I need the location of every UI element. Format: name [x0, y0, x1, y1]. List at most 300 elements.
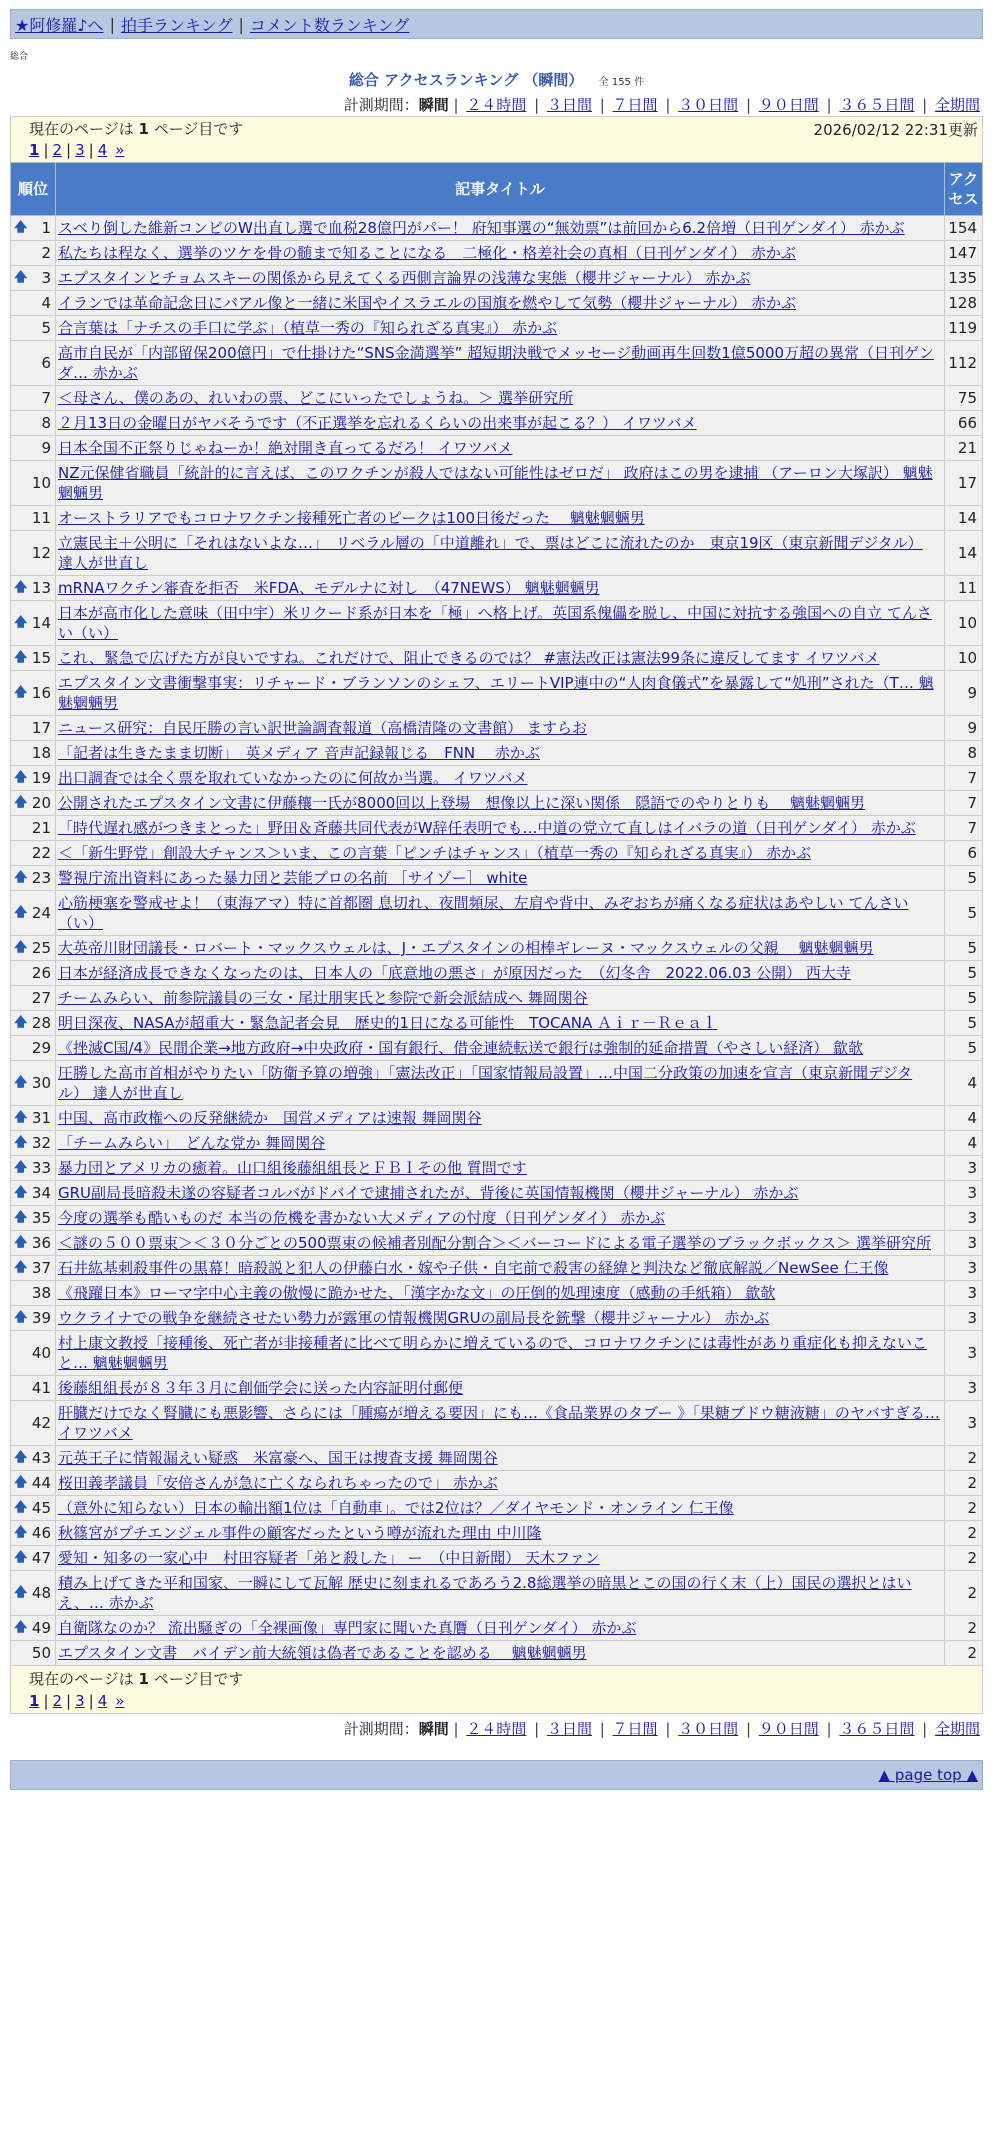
title-cell [56, 1231, 945, 1256]
article-link[interactable]: 立憲民主＋公明に「それはないよな…」 リベラル層の「中道離れ」で、票はどこに流れたのか 東京19区（東京新聞デジタル） 達人が世直し [58, 534, 923, 572]
page-separator: | [88, 141, 94, 159]
article-link[interactable]: スベり倒した維新コンピのW出直し選で血税28億円がパー！ 府知事選の“無効票”は前回から6.2倍増（日刊ゲンダイ） 赤かぶ [58, 219, 905, 237]
access-count: 2 [945, 1571, 983, 1616]
period-link[interactable]: 全期間 [934, 96, 980, 114]
rank-cell [11, 601, 56, 646]
article-link[interactable]: 愛知・知多の一家心中 村田容疑者「弟と殺した」 ー （中日新聞） 天木ファン [58, 1549, 600, 1567]
rank-cell [11, 766, 56, 791]
next-page-link[interactable]: » [115, 141, 125, 159]
period-link[interactable]: ２４時間 [466, 96, 527, 114]
title-cell [56, 1376, 945, 1401]
article-link[interactable]: 桜田義孝議員「安倍さんが急に亡くなられちゃったので」 赤かぶ [58, 1474, 498, 1492]
title-cell [56, 841, 945, 866]
rank-number: 18 [31, 744, 51, 762]
rank-cell [11, 241, 56, 266]
table-row [11, 986, 983, 1011]
rank-number: 44 [31, 1474, 51, 1492]
period-link[interactable]: ３０日間 [678, 96, 739, 114]
rank-cell [11, 506, 56, 531]
rank-cell [11, 646, 56, 671]
article-link[interactable]: 「チームみらい」 どんな党か 舞岡関谷 [58, 1134, 326, 1152]
up-arrow-icon: 🡅 [14, 220, 28, 235]
period-link[interactable]: 全期間 [934, 1720, 980, 1738]
title-cell [56, 341, 945, 386]
access-count: 5 [945, 961, 983, 986]
access-count: 9 [945, 716, 983, 741]
period-separator: | [821, 96, 837, 114]
rank-cell [11, 436, 56, 461]
article-link[interactable]: ニュース研究：自民圧勝の言い訳世論調査報道（高橋清隆の文書館） ますらお [58, 719, 588, 737]
title-cell [56, 1571, 945, 1616]
footer-bar [10, 1760, 983, 1790]
up-arrow-icon: 🡅 [14, 580, 28, 595]
table-row [11, 1446, 983, 1471]
access-count: 3 [945, 1376, 983, 1401]
access-count: 14 [945, 531, 983, 576]
article-link[interactable]: 積み上げてきた平和国家、一瞬にして瓦解 歴史に刻まれるであろう2.8総選挙の暗黒とこの国の行く末（上）国民の選択とはいえ、… 赤かぶ [58, 1574, 912, 1612]
table-row [11, 1281, 983, 1306]
up-arrow-icon: 🡅 [14, 1185, 28, 1200]
article-link[interactable]: 秋篠宮がプチエンジェル事件の顧客だったという噂が流れた理由 中川隆 [58, 1524, 542, 1542]
table-row [11, 411, 983, 436]
rank-cell [11, 961, 56, 986]
table-row [11, 216, 983, 241]
title-cell [56, 741, 945, 766]
title-cell [56, 1036, 945, 1061]
table-row [11, 601, 983, 646]
page-link[interactable]: 2 [52, 1692, 63, 1710]
page-link[interactable]: 2 [52, 141, 63, 159]
rank-number: 31 [31, 1109, 51, 1127]
rank-cell [11, 291, 56, 316]
period-link[interactable]: ７日間 [612, 1720, 658, 1738]
rank-number: 13 [31, 579, 51, 597]
rank-cell [11, 1011, 56, 1036]
table-row [11, 341, 983, 386]
access-count: 9 [945, 671, 983, 716]
article-link[interactable]: 肝臓だけでなく腎臓にも悪影響、さらには「腫瘍が増える要因」にも…《食品業界のタブー 》「果糖ブドウ糖液糖」のヤバすぎる… イワツバメ [58, 1404, 940, 1442]
rank-number: 34 [31, 1184, 51, 1202]
table-row [11, 1231, 983, 1256]
article-link[interactable]: ウクライナでの戦争を継続させたい勢力が露軍の情報機関GRUの副局長を銃撃（櫻井ジャーナル） 赤かぶ [58, 1309, 770, 1327]
access-count: 5 [945, 891, 983, 936]
rank-number: 4 [41, 294, 51, 312]
rank-number: 1 [41, 219, 51, 237]
article-link[interactable]: 明日深夜、NASAが超重大・緊急記者会見 歴史的1日になる可能性 TOCANA Ａｉｒ－Ｒｅａｌ [58, 1014, 718, 1032]
article-link[interactable]: エプスタイン文書衝撃事実：リチャード・ブランソンのシェフ、エリートVIP連中の“人肉食儀式”を暴露して“処刑”された（T… 魑魅魍魎男 [58, 674, 934, 712]
updated-timestamp: 2026/02/12 22:31更新 [813, 121, 978, 139]
article-link[interactable]: イランでは革命記念日にバアル像と一緒に米国やイスラエルの国旗を燃やして気勢（櫻井ジャーナル） 赤かぶ [58, 294, 796, 312]
up-arrow-icon: 🡅 [14, 1585, 28, 1600]
access-count: 11 [945, 576, 983, 601]
rank-cell [11, 891, 56, 936]
rank-cell [11, 741, 56, 766]
rank-cell [11, 1036, 56, 1061]
rank-number: 30 [31, 1074, 51, 1092]
ranking-title-text: 総合 アクセスランキング （瞬間） [348, 71, 584, 89]
title-cell [56, 1496, 945, 1521]
table-row [11, 1131, 983, 1156]
period-separator: | [529, 96, 544, 114]
period-link[interactable]: ９０日間 [758, 96, 819, 114]
ranking-title [10, 69, 983, 90]
period-link[interactable]: ７日間 [612, 96, 658, 114]
up-arrow-icon: 🡅 [14, 685, 28, 700]
article-link[interactable]: GRU副局長暗殺未遂の容疑者コルバがドバイで逮捕されたが、背後に英国情報機関（櫻井ジャーナル） 赤かぶ [58, 1184, 799, 1202]
rank-cell [11, 386, 56, 411]
article-link[interactable]: 「時代遅れ感がつきまとった」野田＆斉藤共同代表がW辞任表明でも…中道の党立て直しはイバラの道（日刊ゲンダイ） 赤かぶ [58, 819, 916, 837]
access-count: 147 [945, 241, 983, 266]
page-links [29, 1690, 974, 1712]
article-link[interactable]: 私たちは程なく、選挙のツケを骨の髄まで知ることになる 二極化・格差社会の真相（日刊ゲンダイ） 赤かぶ [58, 244, 796, 262]
rank-cell [11, 461, 56, 506]
current-page-text: ページ目です [153, 120, 244, 138]
rank-number: 14 [31, 614, 51, 632]
up-arrow-icon: 🡅 [14, 1110, 28, 1125]
period-separator: | [529, 1720, 544, 1738]
title-cell [56, 1281, 945, 1306]
table-row [11, 866, 983, 891]
rank-cell [11, 1546, 56, 1571]
rank-cell [11, 816, 56, 841]
article-link[interactable]: 日本が高市化した意味（田中宇）米リクード系が日本を「極」へ格上げ。英国系傀儡を脱し、中国に対抗する強国への自立 てんさい（い） [58, 604, 932, 642]
access-count: 3 [945, 1181, 983, 1206]
rank-number: 33 [31, 1159, 51, 1177]
title-cell [56, 1331, 945, 1376]
rank-number: 8 [41, 414, 51, 432]
article-link[interactable]: 日本全国不正祭りじゃねーか！絶対開き直ってるだろ！ イワツバメ [58, 439, 513, 457]
table-row [11, 1011, 983, 1036]
period-selector [10, 94, 983, 116]
article-link[interactable]: エプスタイン文書 バイデン前大統領は偽者であることを認める 魑魅魍魎男 [58, 1644, 587, 1662]
title-cell [56, 891, 945, 936]
table-row [11, 766, 983, 791]
title-cell [56, 936, 945, 961]
rank-cell [11, 1616, 56, 1641]
period-selector-bottom [10, 1718, 983, 1740]
period-link[interactable]: ９０日間 [758, 1720, 819, 1738]
table-row [11, 1036, 983, 1061]
rank-cell [11, 266, 56, 291]
access-count: 75 [945, 386, 983, 411]
page [10, 9, 983, 1790]
access-count: 21 [945, 436, 983, 461]
rank-number: 2 [41, 244, 51, 262]
article-link[interactable]: 今度の選挙も酷いものだ 本当の危機を書かない大メディアの忖度（日刊ゲンダイ） 赤かぶ [58, 1209, 666, 1227]
table-row [11, 841, 983, 866]
period-separator: | [917, 96, 932, 114]
article-link[interactable]: 心筋梗塞を警戒せよ！（東海アマ）特に首都圏 息切れ、夜間頻尿、左肩や背中、みぞおちが痛くなる症状はあやしい てんさい（い） [58, 894, 909, 932]
rank-number: 35 [31, 1209, 51, 1227]
rank-cell [11, 1281, 56, 1306]
rank-number: 45 [31, 1499, 51, 1517]
article-link[interactable]: 大英帝川財団議長・ロバート・マックスウェルは、J・エプスタインの相棒ギレーヌ・マックスウェルの父親 魑魅魍魎男 [58, 939, 874, 957]
article-link[interactable]: 中国、高市政権への反発継続か 国営メディアは速報 舞岡関谷 [58, 1109, 482, 1127]
table-row [11, 531, 983, 576]
article-link[interactable]: エプスタインとチョムスキーの関係から見えてくる西側言論界の浅薄な実態（櫻井ジャーナル） 赤かぶ [58, 269, 751, 287]
access-count: 5 [945, 866, 983, 891]
period-separator: | [917, 1720, 932, 1738]
table-row [11, 646, 983, 671]
rank-number: 3 [41, 269, 51, 287]
article-link[interactable]: ＜「新生野党」創設大チャンス＞いま、この言葉「ピンチはチャンス」（植草一秀の『知られざる真実』） 赤かぶ [58, 844, 811, 862]
up-arrow-icon: 🡅 [14, 1135, 28, 1150]
table-row [11, 791, 983, 816]
title-cell [56, 1206, 945, 1231]
article-link[interactable]: 自衛隊なのか？ 流出騒ぎの「全裸画像」専門家に聞いた真贋（日刊ゲンダイ） 赤かぶ [58, 1619, 637, 1637]
rank-number: 50 [31, 1644, 51, 1662]
table-row [11, 241, 983, 266]
table-row [11, 1401, 983, 1446]
rank-cell [11, 1061, 56, 1106]
article-link[interactable]: 暴力団とアメリカの癒着。山口組後藤組組長とＦＢＩその他 質問です [58, 1159, 527, 1177]
table-row [11, 316, 983, 341]
access-count: 4 [945, 1106, 983, 1131]
rank-cell [11, 1571, 56, 1616]
rank-cell [11, 531, 56, 576]
access-count: 2 [945, 1496, 983, 1521]
period-separator: | [821, 1720, 837, 1738]
rank-cell [11, 936, 56, 961]
period-link[interactable]: ３０日間 [678, 1720, 739, 1738]
table-row [11, 1376, 983, 1401]
rank-cell [11, 216, 56, 241]
access-count: 154 [945, 216, 983, 241]
clap-ranking-link[interactable]: 拍手ランキング [120, 15, 233, 35]
access-count: 3 [945, 1331, 983, 1376]
rank-cell [11, 316, 56, 341]
article-link[interactable]: 「記者は生きたまま切断」 英メディア 音声記録報じる FNN 赤かぶ [58, 744, 540, 762]
period-separator: | [741, 96, 756, 114]
pager-bottom [10, 1666, 983, 1714]
up-arrow-icon: 🡅 [14, 1160, 28, 1175]
page-top-link[interactable]: ▲ page top ▲ [878, 1766, 978, 1784]
table-row [11, 506, 983, 531]
rank-number: 10 [31, 474, 51, 492]
title-cell [56, 411, 945, 436]
access-header: アクセス [945, 163, 983, 216]
access-count: 2 [945, 1471, 983, 1496]
up-arrow-icon: 🡅 [14, 1475, 28, 1490]
period-link[interactable]: ３日間 [546, 1720, 592, 1738]
rank-number: 47 [31, 1549, 51, 1567]
article-link[interactable]: 出口調査では全く票を取れていなかったのに何故か当選。 イワツバメ [58, 769, 528, 787]
page-link-current[interactable]: 1 [29, 141, 40, 159]
rank-number: 15 [31, 649, 51, 667]
access-count: 14 [945, 506, 983, 531]
rank-cell [11, 1106, 56, 1131]
article-link[interactable]: 圧勝した高市首相がやりたい「防衛予算の増強」「憲法改正」「国家情報局設置」…中国二分政策の加速を宣言（東京新聞デジタル） 達人が世直し [58, 1064, 913, 1102]
article-link[interactable]: 村上康文教授「接種後、死亡者が非接種者に比べて明らかに増えているので、コロナワクチンには毒性があり重症化も抑えないこと… 魑魅魍魎男 [58, 1334, 927, 1372]
article-link[interactable]: mRNAワクチン審査を拒否 米FDA、モデルナに対し （47NEWS） 魑魅魍魎男 [58, 579, 600, 597]
table-row [11, 436, 983, 461]
page-link[interactable]: 3 [75, 1692, 85, 1710]
up-arrow-icon: 🡅 [14, 1310, 28, 1325]
rank-cell [11, 1376, 56, 1401]
page-separator: | [88, 1692, 94, 1710]
access-count: 3 [945, 1156, 983, 1181]
period-separator: | [660, 1720, 676, 1738]
article-link[interactable]: 《挫滅C国/4》民間企業→地方政府→中央政府・国有銀行、借金連続転送で銀行は強制的延命措置（やさしい経済） 歙欹 [58, 1039, 863, 1057]
title-cell [56, 1546, 945, 1571]
article-link[interactable]: 後藤組組長が８３年３月に創価学会に送った内容証明付郵便 [58, 1379, 464, 1397]
top-nav-bar [10, 9, 983, 39]
article-link[interactable]: 日本が経済成長できなくなったのは、日本人の「底意地の悪さ」が原因だった （幻冬舎 2022.06.03 公開） 西大寺 [58, 964, 851, 982]
rank-number: 39 [31, 1309, 51, 1327]
table-row [11, 891, 983, 936]
rank-number: 29 [31, 1039, 51, 1057]
access-count: 3 [945, 1256, 983, 1281]
access-count: 3 [945, 1206, 983, 1231]
rank-cell [11, 866, 56, 891]
rank-cell [11, 791, 56, 816]
rank-cell [11, 576, 56, 601]
title-cell [56, 791, 945, 816]
title-cell [56, 1521, 945, 1546]
rank-number: 17 [31, 719, 51, 737]
period-separator: | [448, 1720, 464, 1738]
page-link[interactable]: 4 [97, 1692, 108, 1710]
access-count: 5 [945, 1011, 983, 1036]
access-count: 5 [945, 986, 983, 1011]
rank-cell [11, 411, 56, 436]
period-current: 瞬間 [418, 96, 449, 114]
rank-number: 36 [31, 1234, 51, 1252]
article-link[interactable]: NZ元保健省職員「統計的に言えば、このワクチンが殺人ではない可能性はゼロだ」 政府はこの男を逮捕 （アーロン大塚訳） 魑魅魍魎男 [58, 464, 933, 502]
article-link[interactable]: 警視庁流出資料にあった暴力団と芸能プロの名前 ［サイゾー］ white [58, 869, 528, 887]
access-count: 3 [945, 1281, 983, 1306]
up-arrow-icon: 🡅 [14, 870, 28, 885]
page-link-current[interactable]: 1 [29, 1692, 40, 1710]
title-cell [56, 716, 945, 741]
comment-ranking-link[interactable]: コメント数ランキング [249, 15, 410, 35]
title-cell [56, 1641, 945, 1666]
table-row [11, 1571, 983, 1616]
period-link[interactable]: ３６５日間 [839, 96, 915, 114]
up-arrow-icon: 🡅 [14, 1260, 28, 1275]
title-cell [56, 241, 945, 266]
rank-cell [11, 1446, 56, 1471]
rank-cell [11, 1641, 56, 1666]
article-link[interactable]: ２月13日の金曜日がヤバそうです（不正選挙を忘れるくらいの出来事が起こる？） イワツバメ [58, 414, 697, 432]
article-link[interactable]: （意外に知らない）日本の輸出額1位は「自動車」。では2位は？／ダイヤモンド・オンライン 仁王像 [58, 1499, 734, 1517]
title-header: 記事タイトル [56, 163, 945, 216]
title-cell [56, 386, 945, 411]
rank-cell [11, 986, 56, 1011]
rank-number: 37 [31, 1259, 51, 1277]
rank-number: 43 [31, 1449, 51, 1467]
article-link[interactable]: 《飛躍日本》ローマ字中心主義の傲慢に跪かせた、「漢字かな文」の圧倒的処理速度（感動の手紙箱） 歙欹 [58, 1284, 776, 1302]
rank-number: 41 [31, 1379, 51, 1397]
table-row [11, 1156, 983, 1181]
article-link[interactable]: チームみらい、前参院議員の三女・尾辻朋実氏と参院で新会派結成へ 舞岡関谷 [58, 989, 588, 1007]
current-page-text: 現在のページは [29, 1670, 134, 1688]
title-cell [56, 1011, 945, 1036]
access-count: 10 [945, 646, 983, 671]
access-count: 2 [945, 1641, 983, 1666]
article-link[interactable]: 高市自民が「内部留保200億円」で仕掛けた“SNS金満選挙” 超短期決戦でメッセージ動画再生回数1億5000万超の異常（日刊ゲンダ… 赤かぶ [58, 344, 934, 382]
rank-number: 49 [31, 1619, 51, 1637]
up-arrow-icon: 🡅 [14, 1450, 28, 1465]
rank-number: 28 [31, 1014, 51, 1032]
home-link[interactable]: ★阿修羅♪へ [15, 15, 104, 35]
title-cell [56, 1256, 945, 1281]
rank-cell [11, 716, 56, 741]
page-separator: | [66, 1692, 72, 1710]
table-row [11, 1546, 983, 1571]
article-link[interactable]: 元英王子に情報漏えい疑惑 米富豪へ、国王は捜査支援 舞岡関谷 [58, 1449, 498, 1467]
table-row [11, 1496, 983, 1521]
table-row [11, 741, 983, 766]
title-cell [56, 766, 945, 791]
pager-top [10, 116, 983, 162]
up-arrow-icon: 🡅 [14, 615, 28, 630]
article-link[interactable]: 石井紘基刺殺事件の黒幕！暗殺説と犯人の伊藤白水・嫁や子供・自宅前で殺害の経緯と判決など徹底解説／NewSee 仁王像 [58, 1259, 889, 1277]
access-count: 10 [945, 601, 983, 646]
period-link[interactable]: ２４時間 [466, 1720, 527, 1738]
title-cell [56, 531, 945, 576]
rank-number: 21 [31, 819, 51, 837]
current-page-number: 1 [138, 120, 149, 138]
table-row [11, 1641, 983, 1666]
next-page-link[interactable]: » [115, 1692, 125, 1710]
page-link[interactable]: 3 [75, 141, 85, 159]
title-cell [56, 461, 945, 506]
up-arrow-icon: 🡅 [14, 905, 28, 920]
article-link[interactable]: ＜母さん、僕のあの、れいわの票、どこにいったでしょうね。＞ 選挙研究所 [58, 389, 574, 407]
rank-cell [11, 341, 56, 386]
rank-number: 32 [31, 1134, 51, 1152]
access-count: 8 [945, 741, 983, 766]
title-cell [56, 1306, 945, 1331]
rank-cell [11, 1331, 56, 1376]
table-row [11, 291, 983, 316]
access-count: 5 [945, 936, 983, 961]
access-count: 128 [945, 291, 983, 316]
title-cell [56, 1616, 945, 1641]
article-link[interactable]: これ、緊急で広げた方が良いですね。これだけで、阻止できるのでは？ #憲法改正は憲法99条に違反してます イワツバメ [58, 649, 880, 667]
article-link[interactable]: ＜謎の５００票束＞＜３０分ごとの500票束の候補者別配分割合＞＜バーコードによる電子選挙のブラックボックス＞ 選挙研究所 [58, 1234, 931, 1252]
title-cell [56, 1131, 945, 1156]
rank-cell [11, 1256, 56, 1281]
access-count: 7 [945, 766, 983, 791]
title-cell [56, 1106, 945, 1131]
nav-separator: | [238, 14, 244, 34]
rank-number: 5 [41, 319, 51, 337]
page-link[interactable]: 4 [97, 141, 108, 159]
period-link[interactable]: ３日間 [546, 96, 592, 114]
rank-number: 27 [31, 989, 51, 1007]
access-count: 3 [945, 1401, 983, 1446]
rank-cell [11, 1181, 56, 1206]
article-link[interactable]: オーストラリアでもコロナワクチン接種死亡者のピークは100日後だった 魑魅魍魎男 [58, 509, 645, 527]
access-count: 112 [945, 341, 983, 386]
article-link[interactable]: 合言葉は「ナチスの手口に学ぶ」（植草一秀の『知られざる真実』） 赤かぶ [58, 319, 558, 337]
title-cell [56, 291, 945, 316]
title-cell [56, 866, 945, 891]
article-link[interactable]: 公開されたエプスタイン文書に伊藤穰一氏が8000回以上登場 想像以上に深い関係 隠語でのやりとりも 魑魅魍魎男 [58, 794, 866, 812]
table-row [11, 1061, 983, 1106]
title-cell [56, 601, 945, 646]
title-cell [56, 1446, 945, 1471]
rank-number: 48 [31, 1584, 51, 1602]
period-label: 計測期間： [343, 96, 419, 114]
title-cell [56, 986, 945, 1011]
rank-number: 38 [31, 1284, 51, 1302]
table-row [11, 1256, 983, 1281]
table-row [11, 1331, 983, 1376]
period-link[interactable]: ３６５日間 [839, 1720, 915, 1738]
